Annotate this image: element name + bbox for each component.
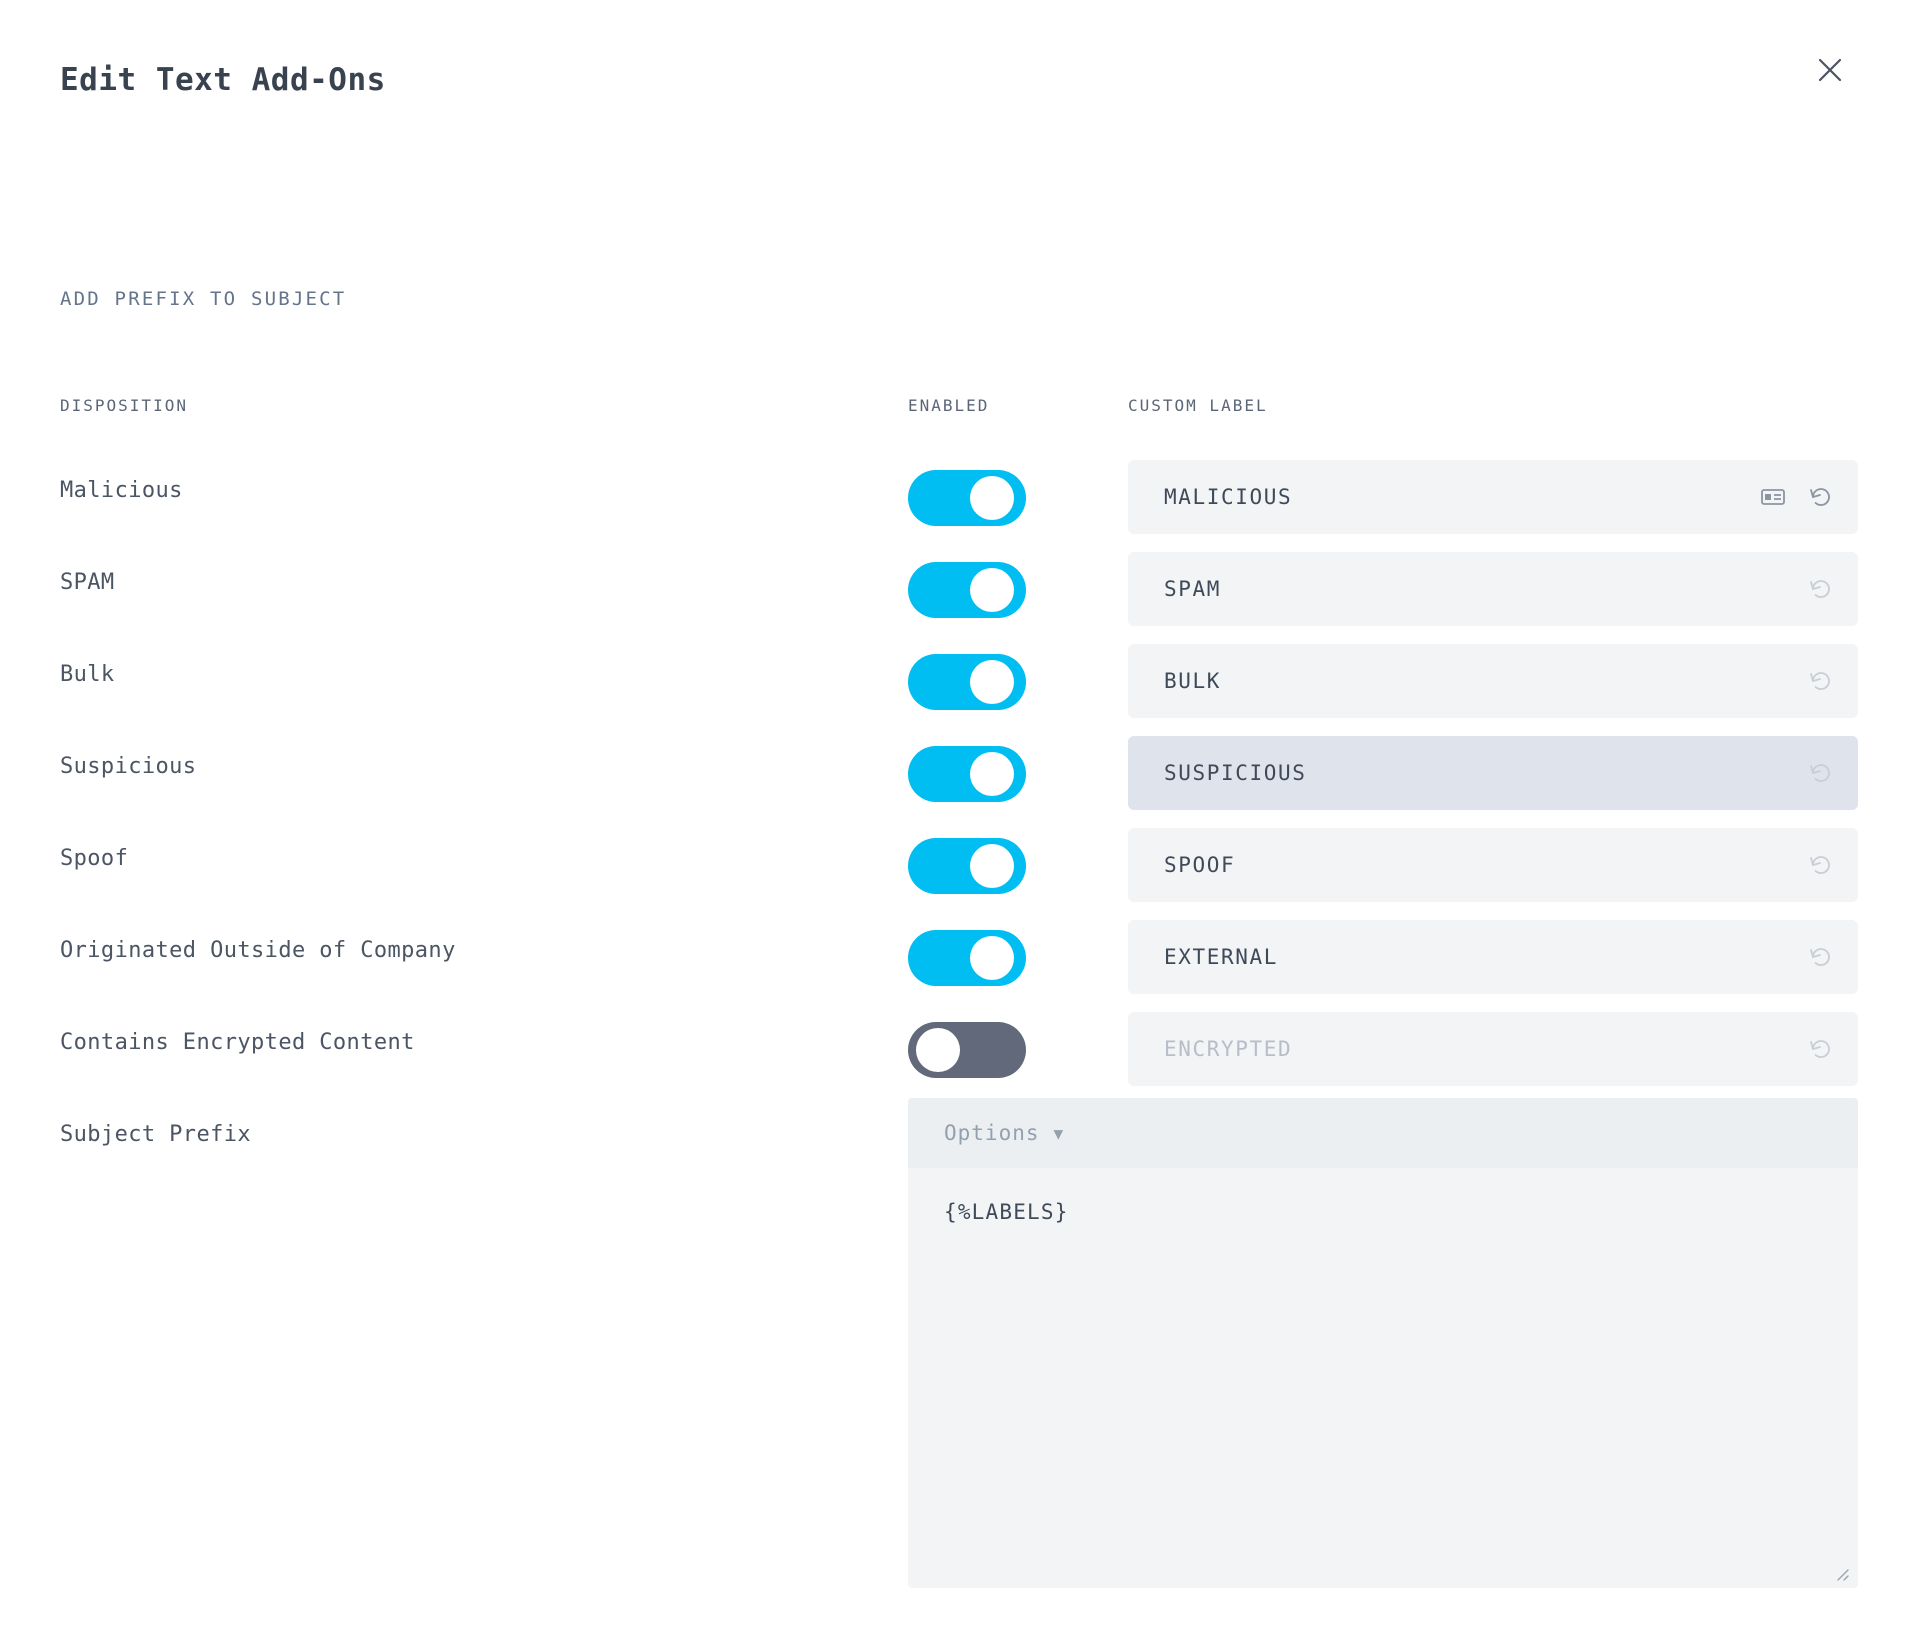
custom-label-input[interactable] bbox=[1128, 736, 1858, 810]
reset-icon[interactable] bbox=[1806, 1034, 1836, 1064]
enabled-toggle[interactable] bbox=[908, 930, 1026, 986]
custom-label-input[interactable] bbox=[1128, 920, 1858, 994]
disposition-label: Contains Encrypted Content bbox=[60, 1030, 415, 1055]
disposition-label: Suspicious bbox=[60, 754, 197, 779]
field-icon-group bbox=[1806, 920, 1836, 994]
disposition-label: Spoof bbox=[60, 846, 129, 871]
reset-icon[interactable] bbox=[1806, 482, 1836, 512]
custom-label-value: EXTERNAL bbox=[1164, 945, 1278, 969]
custom-label-value: MALICIOUS bbox=[1164, 485, 1293, 509]
table-row bbox=[0, 912, 1908, 1004]
custom-label-value: SPAM bbox=[1164, 577, 1221, 601]
reset-icon[interactable] bbox=[1806, 850, 1836, 880]
page-title: Edit Text Add-Ons bbox=[60, 62, 386, 98]
reset-icon[interactable] bbox=[1806, 574, 1836, 604]
enabled-toggle[interactable] bbox=[908, 838, 1026, 894]
disposition-label: SPAM bbox=[60, 570, 115, 595]
column-header-enabled: ENABLED bbox=[908, 396, 990, 415]
disposition-label: Malicious bbox=[60, 478, 183, 503]
toggle-knob bbox=[970, 752, 1014, 796]
reset-icon[interactable] bbox=[1806, 942, 1836, 972]
toggle-knob bbox=[916, 1028, 960, 1072]
table-row bbox=[0, 1004, 1908, 1096]
column-header-custom-label: CUSTOM LABEL bbox=[1128, 396, 1268, 415]
resize-handle-icon[interactable] bbox=[1832, 1564, 1850, 1582]
custom-label-value: BULK bbox=[1164, 669, 1221, 693]
custom-label-value: SPOOF bbox=[1164, 853, 1236, 877]
table-row bbox=[0, 452, 1908, 544]
disposition-label: Bulk bbox=[60, 662, 115, 687]
subject-prefix-label: Subject Prefix bbox=[60, 1122, 252, 1147]
table-row bbox=[0, 728, 1908, 820]
table-row bbox=[0, 820, 1908, 912]
options-dropdown-button[interactable] bbox=[908, 1098, 1858, 1168]
table-row bbox=[0, 544, 1908, 636]
table-row bbox=[0, 636, 1908, 728]
field-icon-group bbox=[1806, 644, 1836, 718]
column-header-disposition: DISPOSITION bbox=[60, 396, 188, 415]
subject-prefix-textarea[interactable] bbox=[908, 1168, 1858, 1588]
reset-icon[interactable] bbox=[1806, 666, 1836, 696]
enabled-toggle[interactable] bbox=[908, 654, 1026, 710]
options-button-label: Options bbox=[944, 1121, 1040, 1145]
enabled-toggle[interactable] bbox=[908, 562, 1026, 618]
section-label: ADD PREFIX TO SUBJECT bbox=[60, 288, 347, 310]
field-icon-group bbox=[1758, 460, 1836, 534]
insert-variable-icon[interactable] bbox=[1758, 482, 1788, 512]
chevron-down-icon: ▼ bbox=[1053, 1123, 1064, 1143]
enabled-toggle[interactable] bbox=[908, 746, 1026, 802]
custom-label-input[interactable] bbox=[1128, 1012, 1858, 1086]
custom-label-value: ENCRYPTED bbox=[1164, 1037, 1293, 1061]
custom-label-input[interactable] bbox=[1128, 460, 1858, 534]
disposition-rows bbox=[0, 452, 1908, 1096]
custom-label-input[interactable] bbox=[1128, 644, 1858, 718]
custom-label-input[interactable] bbox=[1128, 552, 1858, 626]
toggle-knob bbox=[970, 476, 1014, 520]
close-icon[interactable] bbox=[1810, 50, 1850, 90]
toggle-knob bbox=[970, 568, 1014, 612]
reset-icon[interactable] bbox=[1806, 758, 1836, 788]
custom-label-value: SUSPICIOUS bbox=[1164, 761, 1307, 785]
toggle-knob bbox=[970, 936, 1014, 980]
subject-prefix-value: {%LABELS} bbox=[944, 1200, 1069, 1224]
enabled-toggle[interactable] bbox=[908, 470, 1026, 526]
disposition-label: Originated Outside of Company bbox=[60, 938, 456, 963]
custom-label-input[interactable] bbox=[1128, 828, 1858, 902]
field-icon-group bbox=[1806, 828, 1836, 902]
field-icon-group bbox=[1806, 736, 1836, 810]
field-icon-group bbox=[1806, 552, 1836, 626]
enabled-toggle[interactable] bbox=[908, 1022, 1026, 1078]
toggle-knob bbox=[970, 660, 1014, 704]
field-icon-group bbox=[1806, 1012, 1836, 1086]
toggle-knob bbox=[970, 844, 1014, 888]
